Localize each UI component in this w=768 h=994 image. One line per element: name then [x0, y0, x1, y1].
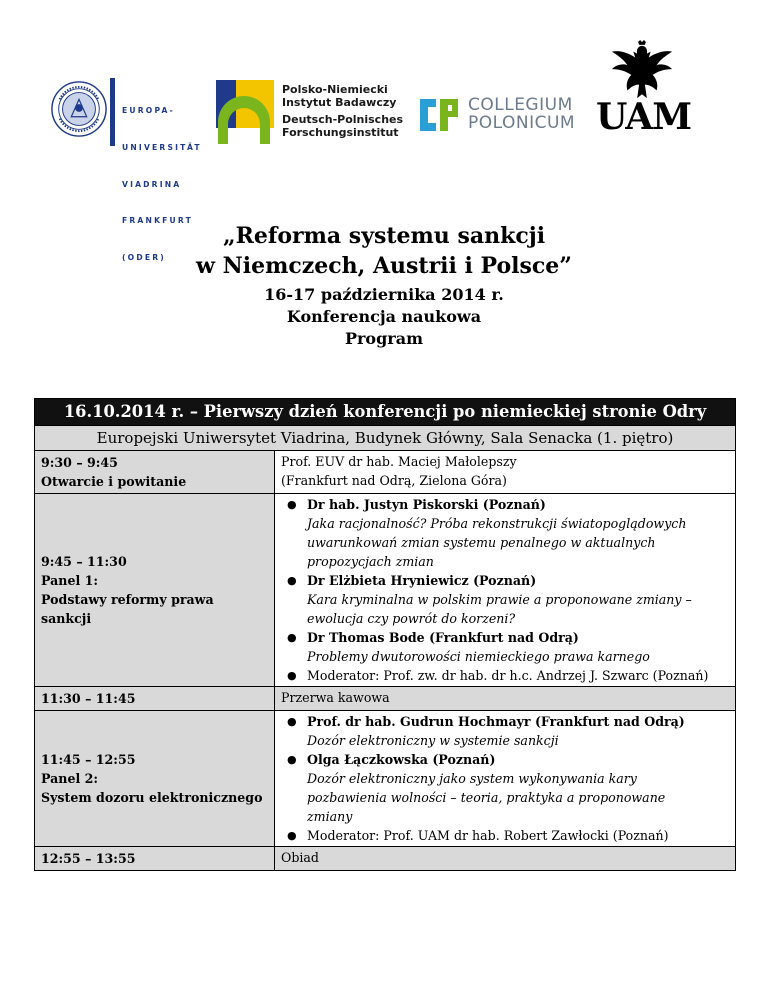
session-cell	[35, 687, 275, 710]
session-label: Otwarcie i powitanie	[41, 474, 187, 489]
viadrina-seal-icon	[50, 80, 108, 138]
session-label: sankcji	[41, 611, 92, 626]
day-venue: Europejski Uniwersytet Viadrina, Budynek Główny, Sala Senacka (1. piętro)	[35, 425, 735, 450]
session-cell	[35, 847, 275, 870]
uam-wordmark: UAM	[596, 96, 692, 138]
session-details: Prof. EUV dr hab. Maciej Małolepszy (Frankfurt nad Odrą, Zielona Góra)	[281, 454, 517, 488]
talk-title: Dozór elektroniczny w systemie sankcji	[307, 733, 559, 748]
break-label: Przerwa kawowa	[281, 690, 390, 705]
conference-type: Konferencja naukowa	[286, 307, 482, 326]
bullet-icon: ●	[287, 631, 297, 644]
talk-title: ewolucja czy powrót do korzeni?	[307, 611, 516, 626]
list-item	[281, 666, 729, 685]
bullet-icon: ●	[287, 669, 297, 682]
bullet-icon: ●	[287, 498, 297, 511]
bullet-icon: ●	[287, 753, 297, 766]
talk-title: Dozór elektroniczny jako system wykonywania kary	[307, 771, 637, 786]
table-row	[35, 493, 735, 686]
talk-title: Jaka racjonalność? Próba rekonstrukcji światopoglądowych	[307, 516, 687, 531]
conference-subtitle	[0, 284, 768, 350]
list-item	[281, 628, 729, 666]
session-time: 9:45 – 11:30	[41, 554, 127, 569]
session-cell	[35, 451, 275, 493]
speaker-name: Prof. dr hab. Gudrun Hochmayr (Frankfurt nad Odrą)	[307, 714, 685, 729]
conference-title: „Reforma systemu sankcji w Niemczech, Austrii i Polsce”	[196, 223, 572, 279]
list-item	[281, 495, 729, 571]
session-details	[275, 494, 735, 686]
bullet-icon: ●	[287, 829, 297, 842]
viadrina-wordmark: EUROPA- UNIVERSITÄT VIADRINA FRANKFURT (ODER)	[122, 106, 202, 262]
viadrina-divider	[110, 78, 115, 146]
table-row	[35, 450, 735, 493]
speaker-name: Dr Elżbieta Hryniewicz (Poznań)	[307, 573, 537, 588]
session-label: Panel 2:	[41, 771, 99, 786]
session-time: 11:45 – 12:55	[41, 752, 136, 767]
list-item	[281, 826, 729, 845]
collegium-polonicum-logo-icon	[418, 95, 464, 135]
talk-title: uwarunkowań zmian systemu penalnego w aktualnych	[307, 535, 656, 550]
program-heading: Program	[344, 329, 424, 348]
pni-logo-icon	[210, 78, 280, 146]
list-item	[281, 571, 729, 628]
day-heading: 16.10.2014 r. – Pierwszy dzień konferencji po niemieckiej stronie Odry	[35, 399, 735, 425]
list-item	[281, 750, 729, 826]
speaker-name: Dr hab. Justyn Piskorski (Poznań)	[307, 497, 546, 512]
table-row	[35, 846, 735, 870]
session-details	[275, 711, 735, 846]
session-time: 11:30 – 11:45	[41, 691, 136, 706]
bullet-icon: ●	[287, 715, 297, 728]
session-details	[275, 687, 735, 710]
break-label: Obiad	[281, 850, 319, 865]
session-label: Panel 1:	[41, 573, 99, 588]
session-cell	[35, 711, 275, 846]
talk-title: propozycjach zmian	[307, 554, 434, 569]
talk-title: Kara kryminalna w polskim prawie a proponowane zmiany –	[307, 592, 692, 607]
bullet-icon: ●	[287, 574, 297, 587]
session-label: Podstawy reformy prawa	[41, 592, 214, 607]
moderator: Moderator: Prof. zw. dr hab. dr h.c. Andrzej J. Szwarc (Poznań)	[307, 668, 709, 683]
moderator: Moderator: Prof. UAM dr hab. Robert Zawłocki (Poznań)	[307, 828, 669, 843]
conference-date: 16-17 października 2014 r.	[264, 285, 504, 304]
collegium-polonicum-wordmark: COLLEGIUM POLONICUM	[468, 95, 576, 133]
program-table	[34, 398, 736, 871]
talk-title: Problemy dwutorowości niemieckiego prawa karnego	[307, 649, 650, 664]
session-details	[275, 847, 735, 870]
session-time: 9:30 – 9:45	[41, 455, 118, 470]
speaker-name: Olga Łączkowska (Poznań)	[307, 752, 496, 767]
session-label: System dozoru elektronicznego	[41, 790, 263, 805]
eagle-icon	[608, 40, 676, 102]
table-row	[35, 686, 735, 710]
session-time: 12:55 – 13:55	[41, 851, 136, 866]
speaker-name: Dr Thomas Bode (Frankfurt nad Odrą)	[307, 630, 579, 645]
pni-wordmark: Polsko-Niemiecki Instytut Badawczy Deutsch-Polnisches Forschungsinstitut	[282, 83, 404, 139]
talk-title: zmiany	[307, 809, 353, 824]
list-item	[281, 712, 729, 750]
session-cell	[35, 494, 275, 686]
table-row	[35, 710, 735, 846]
talk-title: pozbawienia wolności – teoria, praktyka a proponowane	[307, 790, 666, 805]
